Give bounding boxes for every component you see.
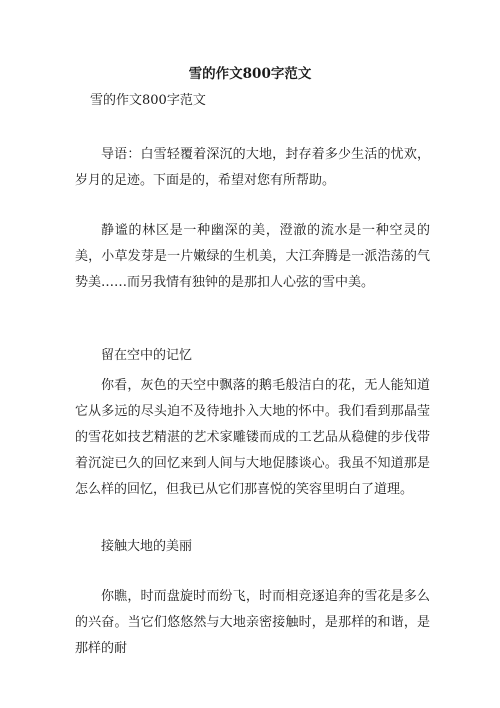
memory-paragraph: 你看，灰色的天空中飘落的鹅毛般洁白的花，无人能知道它从多远的尽头迫不及待地扑入大地的怀中。我们看到那晶莹的雪花如技艺精湛的艺术家雕镂而成的工艺品从稳健的步伐带着沉淀已久的回忆来到人间与大地促膝谈心。我虽不知道那是怎么样的回忆，但我已从它们那喜悦的笑容里明白了道理。 (75, 378, 430, 497)
document-subtitle: 雪的作文800字范文 (90, 93, 206, 108)
document-title: 雪的作文800字范文 (188, 66, 312, 82)
section-heading-beauty: 接触大地的美丽 (101, 539, 193, 554)
section-heading-memory: 留在空中的记忆 (101, 348, 193, 363)
beauty-paragraph: 你瞧，时而盘旋时而纷飞，时而相竞逐追奔的雪花是多么的兴奋。当它们悠悠然与大地亲密接触时，是那样的和谐，是那样的耐 (75, 589, 430, 656)
opening-paragraph: 静谧的林区是一种幽深的美，澄澈的流水是一种空灵的美，小草发芽是一片嫩绿的生机美，大江奔腾是一派浩荡的气势美……而另我情有独钟的是那扣人心弦的雪中美。 (75, 223, 430, 290)
intro-paragraph: 导语：白雪轻覆着深沉的大地，封存着多少生活的忧欢，岁月的足迹。下面是的，希望对您有所帮助。 (75, 147, 430, 188)
